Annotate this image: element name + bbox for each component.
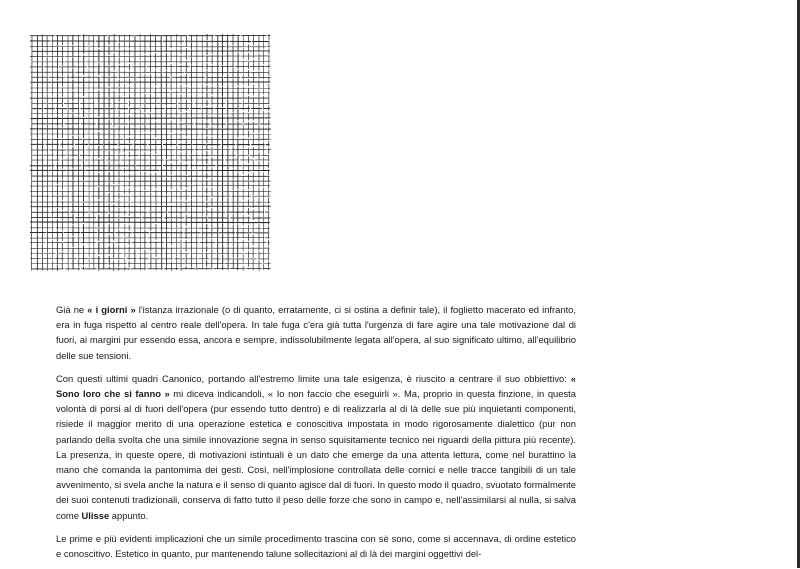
paragraph (56, 531, 576, 561)
grid-lines (30, 34, 271, 271)
grid-vertical-line (47, 36, 48, 271)
grid-vertical-line (119, 35, 120, 270)
bold-text: « i giorni » (87, 304, 135, 315)
body-text (56, 302, 576, 569)
text-segment: appunto. (109, 510, 148, 521)
bold-text: Ulisse (82, 510, 110, 521)
grid-vertical-line (268, 34, 269, 270)
grid-horizontal-line (30, 228, 270, 229)
grid-horizontal-line (30, 56, 270, 57)
grid-artwork-image (30, 34, 271, 271)
text-segment: Con questi ultimi quadri Canonico, portando all'estremo limite una tale esigenza, è riuscito a centrare il suo obbiettivo: (56, 373, 571, 384)
grid-horizontal-line (31, 118, 271, 119)
grid-horizontal-line (30, 222, 270, 223)
text-segment: l'istanza irrazionale (o di quanto, erratamente, ci si ostina a definir tale), il foglietto macerato ed infranto, era in fuga rispetto al centro reale dell'opera. In tale fuga c'era già tutta l'urgenza di fare agire una tale motivazione dal di fuori, ai margini pur essendo essa, ancora e sempre, indissolubilmente legata all'opera, al suo significato ultimo, all'equilibrio delle sue tensioni. (56, 304, 576, 361)
text-segment: Già ne (56, 304, 87, 315)
paragraph (56, 371, 576, 523)
bold-text: « Sono loro che si fanno » (56, 373, 576, 399)
text-segment: mi diceva indicandoli, « Io non faccio che eseguirli ». Ma, proprio in questa finzione, in questa volontà di porsi al di fuori dell'opera (pur essendo tutto dentro) e di realizzarla al di là delle sue più inquietanti componenti, risiede il maggior merito di una operazione estetica e conoscitiva impostata in modo rigorosamente dialettico (pur non parlando della svolta che una simile innovazione segna in senso squisitamente tecnico nei riguardi della pittura più recente). La presenza, in queste opere, di motivazioni istintuali è un dato che emerge da una attenta lettura, come nel burattino la mano che comanda la pantomima dei gesti. Così, nell'implosione controllata delle cornici e nelle tracce tangibili di un tale avvenimento, si svela anche la natura e il senso di quanto agisce dal di fuori. In questo modo il quadro, svuotato formalmente dei suoi contenuti tradizionali, conserva di fatto tutto il peso delle forze che sono in campo e, nell'assimilarsi al nulla, si salva come (56, 388, 576, 521)
grid-vertical-line (114, 34, 115, 271)
grid-vertical-line (161, 35, 162, 270)
paragraph (56, 302, 576, 363)
grid-vertical-line (228, 34, 229, 269)
grid-horizontal-line (30, 134, 270, 135)
grid-horizontal-line (30, 41, 269, 42)
text-segment: Le prime e più evidenti implicazioni che un simile procedimento trascina con sè sono, come si accennava, di ordine estetico e conoscitivo. Estetico in quanto, pur mantenendo talune sollecitazioni al di là dei margini oggettivi del- (56, 533, 576, 559)
